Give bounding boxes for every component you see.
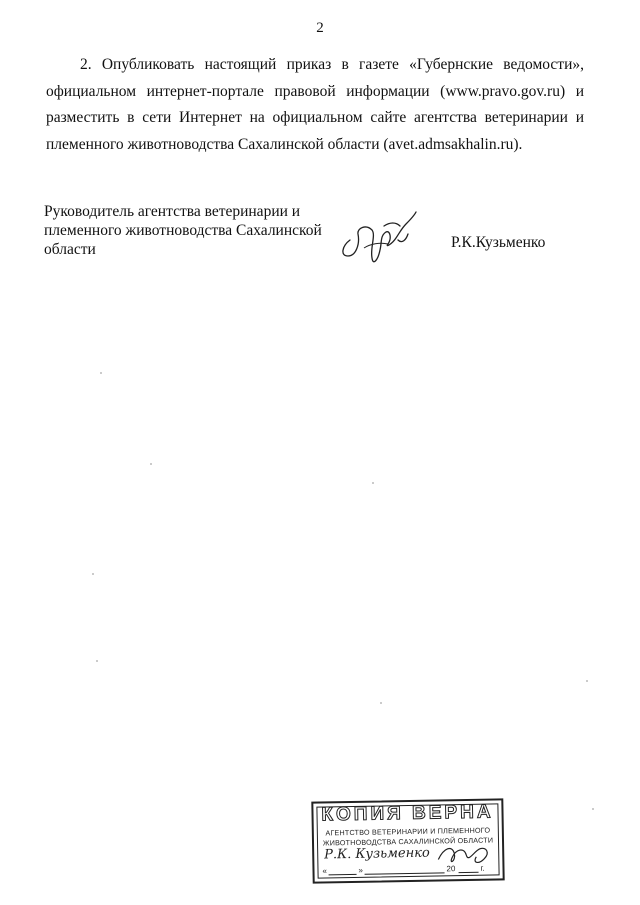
scan-speck (592, 808, 594, 810)
date-year-blank (458, 864, 478, 873)
scan-speck (96, 660, 98, 662)
scan-speck (380, 702, 382, 704)
copy-certified-stamp (311, 798, 504, 883)
stamp-agency-line: АГЕНТСТВО ВЕТЕРИНАРИИ И ПЛЕМЕННОГО (325, 825, 491, 838)
signer-name: Р.К.Кузьменко (451, 234, 546, 251)
date-day-blank (328, 866, 356, 875)
date-year-prefix: 20 (446, 864, 456, 874)
scan-speck (372, 482, 374, 484)
handwritten-signature (336, 200, 426, 270)
stamp-handwritten-name: Р.К. Кузьменко (324, 845, 430, 863)
scan-speck (150, 463, 152, 465)
signatory-title-line: племенного животноводства Сахалинской (44, 222, 322, 239)
date-month-blank (364, 864, 444, 874)
scan-speck (586, 680, 588, 682)
page-number: 2 (316, 20, 324, 36)
stamp-title: КОПИЯ ВЕРНА (321, 801, 494, 826)
date-open-quote: « (322, 866, 328, 876)
signatory-title-line: Руководитель агентства ветеринарии и (44, 203, 301, 220)
publication-paragraph: 2. Опубликовать настоящий приказ в газете «Губернские ведомости», официальном интернет-портале правовой информации (www.pravo.gov.ru) и разместить в сети Интернет на официальном сайте агентства ветеринарии и племенного животноводства Сахалинской области (avet.admsakhalin.ru). (46, 56, 584, 153)
scan-speck (100, 372, 102, 374)
signatory-title-line: области (44, 241, 96, 258)
signatory-title (44, 202, 354, 259)
scan-speck (92, 573, 94, 575)
date-close-quote: » (358, 865, 364, 875)
date-year-suffix: г. (480, 863, 485, 873)
stamp-agency-line: ЖИВОТНОВОДСТВА САХАЛИНСКОЙ ОБЛАСТИ (322, 835, 494, 848)
